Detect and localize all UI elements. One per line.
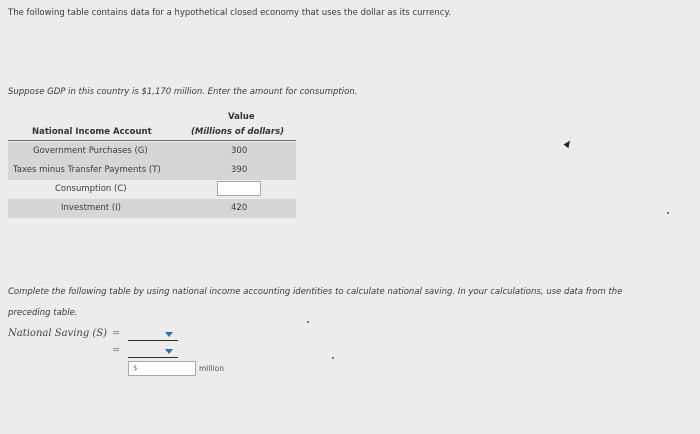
dollar-sign: $ [133,364,138,372]
consumption-input[interactable] [217,181,261,196]
saving-dropdown-1[interactable] [128,330,178,342]
row-label: Investment (I) [61,203,121,213]
national-saving-label [8,328,107,339]
speck [667,212,669,214]
equals-sign: = [112,328,121,339]
table-row [8,180,296,199]
dropdown-underline [128,340,178,341]
question-text: Suppose GDP in this country is $1,170 million. Enter the amount for consumption. [8,87,358,97]
row-value: 390 [231,165,248,175]
row-label: Government Purchases (G) [33,146,148,156]
mouse-cursor-icon [564,139,573,148]
row-value: 300 [231,146,248,156]
row-label: Consumption (C) [55,184,127,194]
national-saving-text: National Saving (S) [8,328,108,339]
table-row [8,199,296,218]
equals-sign: = [112,345,121,356]
table-row [8,161,296,180]
national-saving-input[interactable] [128,361,196,376]
row-label: Taxes minus Transfer Payments (T) [13,165,161,175]
instructions-text: Complete the following table by using national income accounting identities to calculate national saving. In your calculations, use data from the preceding table. [8,287,623,318]
row-value: 420 [231,203,248,213]
speck [307,321,309,323]
table-row [8,142,296,161]
intro-text: The following table contains data for a hypothetical closed economy that uses the dollar as its currency. [8,8,451,18]
chevron-down-icon [165,349,173,354]
speck [332,357,334,359]
header-divider [8,140,296,141]
chevron-down-icon [165,332,173,337]
dropdown-underline [128,357,178,358]
saving-dropdown-2[interactable] [128,347,178,359]
column-header-value: Value [228,112,255,122]
column-header-units: (Millions of dollars) [191,127,285,137]
unit-label: million [199,364,224,373]
column-header-account: National Income Account [32,127,152,137]
